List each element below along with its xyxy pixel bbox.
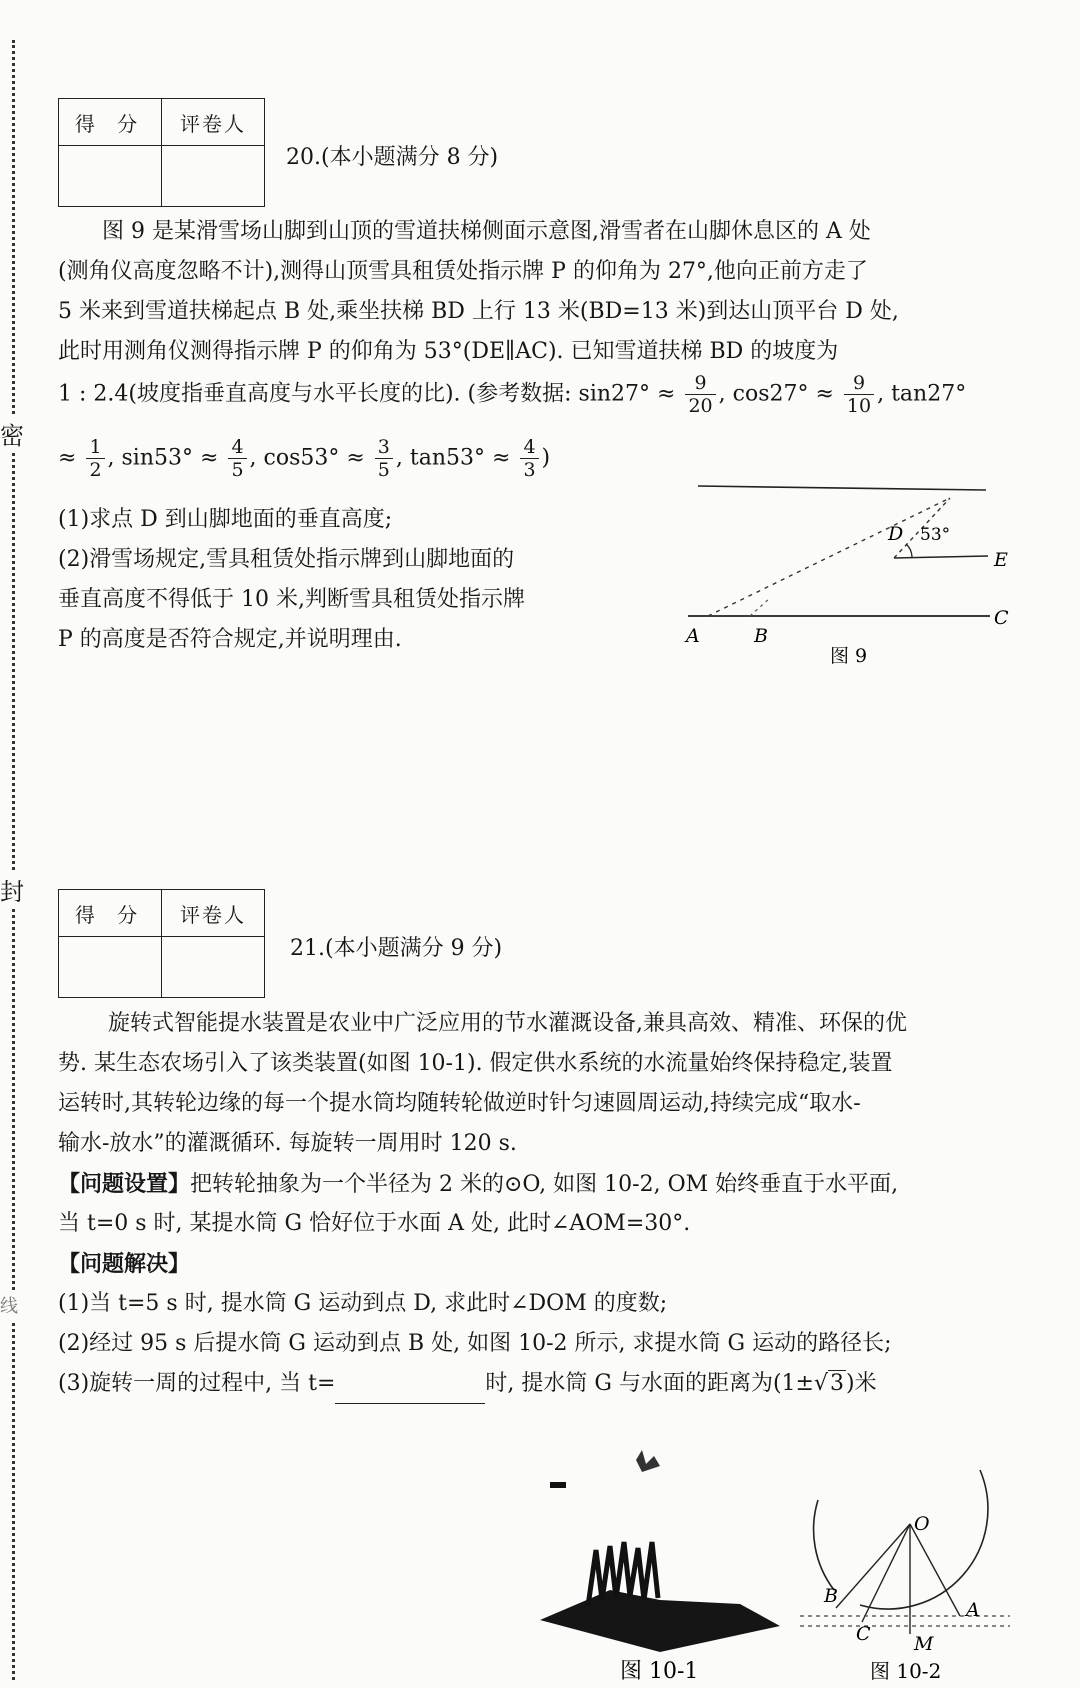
score-box-q20 — [58, 98, 265, 207]
label-a: A — [966, 1599, 980, 1621]
q21-solve-label: 【问题解决】 — [58, 1251, 191, 1277]
fraction-tan27: $\frac{1}{2}$ — [86, 436, 104, 481]
photo-fragment — [550, 1482, 566, 1488]
q20-sub1: (1)求点 D 到山脚地面的垂直高度; — [58, 507, 393, 532]
score-cell[interactable] — [59, 146, 162, 207]
score-header: 得 分 — [59, 99, 162, 146]
label-m: M — [914, 1633, 934, 1655]
fraction-cos27: $\frac{9}{10}$ — [844, 372, 874, 417]
q21-intro-1: 旋转式智能提水装置是农业中广泛应用的节水灌溉设备,兼具高效、精准、环保的优 — [108, 1011, 907, 1036]
q20-sub2-line-1: (2)滑雪场规定,雪具租赁处指示牌到山脚地面的 — [58, 547, 515, 572]
figure-10-1 — [540, 1430, 790, 1685]
fraction-sin53: $\frac{4}{5}$ — [228, 436, 246, 481]
q20-sub2-line-3: P 的高度是否符合规定,并说明理由. — [58, 627, 402, 652]
q21-title: 21.(本小题满分 9 分) — [290, 936, 503, 961]
q20-ref-line-1: 1 : 2.4(坡度指垂直高度与水平长度的比). (参考数据: sin27° ≈ $\frac{9}{20}$ , cos27° ≈ $\frac{9}{10}$ , tan27° — [58, 372, 967, 417]
label-d: D — [888, 523, 904, 545]
q21-sub3: (3)旋转一周的过程中, 当 t= 时, 提水筒 G 与水面的距离为(1±√3)米 — [58, 1364, 877, 1404]
figure-10-2 — [800, 1430, 1030, 1685]
q20-line-4: 此时用测角仪测得指示牌 P 的仰角为 53°(DE∥AC). 已知雪道扶梯 BD 的坡度为 — [58, 339, 839, 364]
grader-header: 评卷人 — [162, 890, 265, 937]
label-b: B — [824, 1585, 838, 1607]
fraction-tan53: $\frac{4}{3}$ — [520, 436, 538, 481]
top-platform-line — [698, 486, 986, 490]
label-c: C — [856, 1623, 871, 1645]
q20-line-3: 5 米来到雪道扶梯起点 B 处,乘坐扶梯 BD 上行 13 米(BD=13 米)到达山顶平台 D 处, — [58, 299, 899, 324]
score-box-q21 — [58, 889, 265, 998]
q20-title: 20.(本小题满分 8 分) — [286, 145, 499, 170]
figure-10-1-caption: 图 10-1 — [620, 1659, 699, 1684]
grader-cell[interactable] — [162, 937, 265, 998]
q21-setup-2: 当 t=0 s 时, 某提水筒 G 恰好位于水面 A 处, 此时∠AOM=30°. — [58, 1211, 691, 1236]
q21-sub1: (1)当 t=5 s 时, 提水筒 G 运动到点 D, 求此时∠DOM 的度数; — [58, 1291, 668, 1316]
seal-char-mi: 密 — [0, 414, 24, 453]
label-b: B — [754, 625, 768, 647]
q21-intro-3: 运转时,其转轮边缘的每一个提水筒均随转轮做逆时针匀速圆周运动,持续完成“取水- — [58, 1091, 861, 1116]
answer-blank[interactable] — [335, 1379, 485, 1404]
wheel-arc-left — [814, 1500, 834, 1590]
grader-cell[interactable] — [162, 146, 265, 207]
q21-intro-4: 输水-放水”的灌溉循环. 每旋转一周用时 120 s. — [58, 1131, 517, 1156]
q20-line-1: 图 9 是某滑雪场山脚到山顶的雪道扶梯侧面示意图,滑雪者在山脚休息区的 A 处 — [102, 219, 871, 244]
seal-char-xian: 线 — [0, 1290, 18, 1320]
figure-10-2-caption: 图 10-2 — [870, 1659, 942, 1683]
score-cell[interactable] — [59, 937, 162, 998]
label-a: A — [686, 625, 700, 647]
q21-setup: 【问题设置】把转轮抽象为一个半径为 2 米的⊙O, 如图 10-2, OM 始终垂直于水平面, — [58, 1171, 899, 1197]
label-o: O — [914, 1513, 930, 1535]
score-header: 得 分 — [59, 890, 162, 937]
escalator-bd — [750, 598, 770, 616]
q21-intro-2: 势. 某生态农场引入了该类装置(如图 10-1). 假定供水系统的水流量始终保持稳定,装置 — [58, 1051, 893, 1076]
figure-9-caption: 图 9 — [830, 645, 868, 667]
figure-9 — [680, 470, 1020, 670]
waterwheel-base — [540, 1590, 780, 1652]
line-de — [894, 556, 988, 558]
seal-line — [12, 40, 15, 1680]
label-e: E — [994, 549, 1008, 571]
q20-ref-line-2: ≈ $\frac{1}{2}$ , sin53° ≈ $\frac{4}{5}$ , cos53° ≈ $\frac{3}{5}$ , tan53° ≈ $\frac{4}{3}$ ) — [58, 436, 551, 481]
fraction-sin27: $\frac{9}{20}$ — [685, 372, 715, 417]
angle-label: 53° — [920, 525, 951, 545]
angle-arc — [906, 544, 912, 557]
q20-sub2-line-2: 垂直高度不得低于 10 米,判断雪具租赁处指示牌 — [58, 587, 525, 612]
q21-sub2: (2)经过 95 s 后提水筒 G 运动到点 B 处, 如图 10-2 所示, 求提水筒 G 运动的路径长; — [58, 1331, 892, 1356]
label-c: C — [994, 607, 1009, 629]
seal-char-feng: 封 — [0, 870, 24, 909]
photo-fragment — [636, 1450, 660, 1472]
grader-header: 评卷人 — [162, 99, 265, 146]
line-oa — [910, 1524, 960, 1616]
fraction-cos53: $\frac{3}{5}$ — [375, 436, 393, 481]
setup-label: 【问题设置】 — [58, 1171, 191, 1197]
q20-line-2: (测角仪高度忽略不计),测得山顶雪具租赁处指示牌 P 的仰角为 27°,他向正前方走了 — [58, 259, 868, 284]
line-ob — [836, 1524, 910, 1608]
